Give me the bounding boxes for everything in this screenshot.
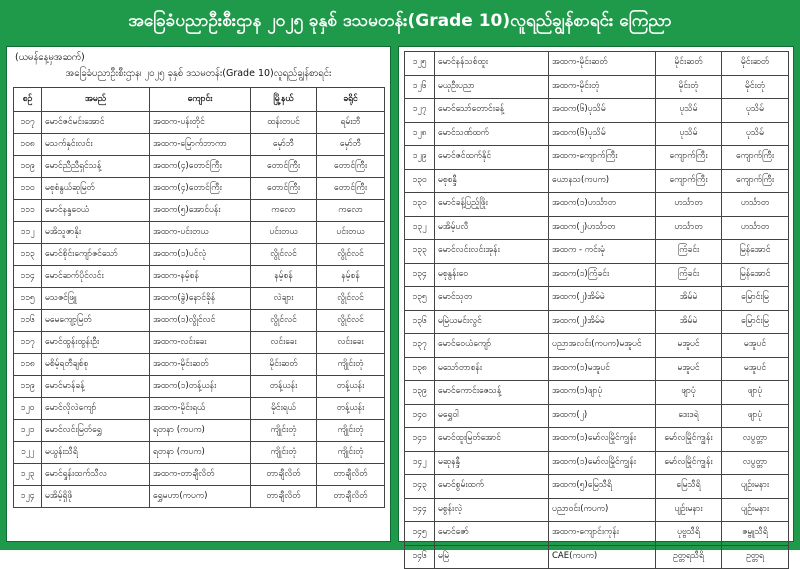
- row-number: ၁၄၆: [405, 545, 435, 569]
- student-name: မမြဲ: [435, 545, 549, 569]
- row-number: ၁၃၁: [405, 193, 435, 217]
- district-name: မြန်အောင်: [722, 240, 789, 264]
- header-no: စဉ်: [14, 88, 42, 112]
- district-name: လွိုင်လင်: [317, 288, 385, 310]
- township-name: ကြံခင်း: [656, 263, 722, 287]
- table-row: [405, 334, 789, 358]
- row-number: ၁၂၅: [405, 52, 435, 76]
- school-name: CAE(ကပက): [549, 545, 656, 569]
- township-name: ထန်းတပင်: [251, 112, 317, 134]
- table-row: [405, 451, 789, 475]
- district-name: ကျောက်ကြီး: [722, 169, 789, 193]
- township-name: နမ့်စန်: [251, 266, 317, 288]
- township-name: ဟင်္သာတ: [656, 216, 722, 240]
- district-name: ပုသိမ်: [722, 122, 789, 146]
- township-name: မိုင်းတုံ: [656, 75, 722, 99]
- school-name: အထက(၁)မအူပင်: [549, 357, 656, 381]
- table-row: [405, 169, 789, 193]
- row-number: ၁၄၃: [405, 475, 435, 499]
- student-name: မောင်သုတ: [435, 287, 549, 311]
- table-header-row: [14, 88, 385, 112]
- student-name: မအိမ့်ပလီ: [435, 216, 549, 240]
- township-name: ပင်းတယ: [251, 222, 317, 244]
- township-name: လွိုင်လင်: [251, 310, 317, 332]
- right-panel: [398, 46, 794, 561]
- row-number: ၁၁၂: [14, 222, 42, 244]
- school-name: အထက - ကင်းမုံ: [549, 240, 656, 264]
- row-number: ၁၂၆: [405, 75, 435, 99]
- row-number: ၁၀၈: [14, 134, 42, 156]
- row-number: ၁၃၇: [405, 334, 435, 358]
- district-name: ကျိုင်းတုံ: [317, 442, 385, 464]
- student-name: မစုနွန်းဝေ: [435, 263, 549, 287]
- district-name: လွိုင်လင်: [317, 244, 385, 266]
- header-name: အမည်: [42, 88, 150, 112]
- school-name: အထက(၂)အိမ်မဲ: [549, 287, 656, 311]
- district-name: ကျောက်ကြီး: [722, 146, 789, 170]
- school-name: အထက-ပန်းတိုင်: [150, 112, 251, 134]
- district-name: ကျိုင်းတုံ: [317, 420, 385, 442]
- row-number: ၁၀၇: [14, 112, 42, 134]
- table-row: [405, 498, 789, 522]
- student-name: မသော်တာစန်း: [435, 357, 549, 381]
- table-row: [405, 357, 789, 381]
- school-name: အထက-မိုင်းဆတ်: [549, 52, 656, 76]
- row-number: ၁၄၂: [405, 451, 435, 475]
- table-row: [14, 112, 385, 134]
- row-number: ၁၂၁: [14, 420, 42, 442]
- row-number: ၁၂၉: [405, 146, 435, 170]
- table-row: [405, 99, 789, 123]
- row-number: ၁၂၃: [14, 464, 42, 486]
- school-name: အထက(ခွဲ)နောင်ခိုန်: [150, 288, 251, 310]
- table-row: [405, 75, 789, 99]
- row-number: ၁၂၂: [14, 442, 42, 464]
- row-number: ၁၁၄: [14, 266, 42, 288]
- school-name: အထက-လင်းခေး: [150, 332, 251, 354]
- student-name: မောင်သော်တောင်းခန့်: [435, 99, 549, 123]
- row-number: ၁၃၈: [405, 357, 435, 381]
- school-name: အထက-တာချီလိတ်: [150, 464, 251, 486]
- student-name: မစိမ့်ရတီချစ်စု: [42, 354, 150, 376]
- township-name: တာချီလိတ်: [251, 464, 317, 486]
- township-name: ပုသိမ်: [656, 122, 722, 146]
- township-name: မအူပင်: [656, 357, 722, 381]
- district-name: မှော်ဘီ: [317, 134, 385, 156]
- row-number: ၁၃၉: [405, 381, 435, 405]
- student-name: မောင်ထွန်းထွန်းဦး: [42, 332, 150, 354]
- student-name: မအိသူဇာနိုး: [42, 222, 150, 244]
- township-name: ဟင်္သာတ: [656, 193, 722, 217]
- table-row: [14, 134, 385, 156]
- township-name: ကြံခင်း: [656, 240, 722, 264]
- student-name: မောင်လင်းမြတ်ရွှေ: [42, 420, 150, 442]
- row-number: ၁၂၈: [405, 122, 435, 146]
- school-name: အထက-မိုင်းရယ်: [150, 398, 251, 420]
- district-name: နမ့်စန်: [317, 266, 385, 288]
- student-name: မဆုနန္ဒီ: [435, 451, 549, 475]
- township-name: ပုသိမ်: [656, 99, 722, 123]
- table-row: [14, 442, 385, 464]
- student-name: မယွန်းသီရိ: [42, 442, 150, 464]
- table-row: [14, 486, 385, 508]
- school-name: အထက-ကျောက်ကြီး: [549, 146, 656, 170]
- row-number: ၁၁၅: [14, 288, 42, 310]
- student-name: မစွန်းလဲ့: [435, 498, 549, 522]
- district-name: တန့်ယန်း: [317, 376, 385, 398]
- district-name: လွိုင်လင်: [317, 310, 385, 332]
- school-name: အထက(၅)အောင်ပန်း: [150, 200, 251, 222]
- table-row: [405, 122, 789, 146]
- student-name: မောင်လိုလဲကျော်: [42, 398, 150, 420]
- row-number: ၁၂၄: [14, 486, 42, 508]
- student-name: မသက်နှင်းလင်း: [42, 134, 150, 156]
- right-table: [404, 51, 789, 569]
- district-name: တာချီလိတ်: [317, 464, 385, 486]
- table-row: [14, 310, 385, 332]
- district-name: ဟင်္သာတ: [722, 216, 789, 240]
- district-name: မြောင်းမြ: [722, 310, 789, 334]
- table-row: [405, 310, 789, 334]
- table-row: [405, 240, 789, 264]
- township-name: တန့်ယန်း: [251, 376, 317, 398]
- district-name: ဟင်္သာတ: [722, 193, 789, 217]
- table-row: [405, 216, 789, 240]
- township-name: မှော်ဘီ: [251, 134, 317, 156]
- district-name: ဥတ္တရ: [722, 545, 789, 569]
- district-name: တောင်ကြီး: [317, 178, 385, 200]
- student-name: မောင်ဇင်မင်းအောင်: [42, 112, 150, 134]
- student-name: မောင်မာန်ခန့်: [42, 376, 150, 398]
- table-row: [405, 193, 789, 217]
- student-name: မအိမ့်ရှိဖို: [42, 486, 150, 508]
- school-name: အထက(၂): [549, 404, 656, 428]
- district-name: လပွတ္တာ: [722, 428, 789, 452]
- township-name: ကျိုင်းတုံ: [251, 420, 317, 442]
- district-name: ပုသိမ်: [722, 99, 789, 123]
- header-school: ကျောင်း: [150, 88, 251, 112]
- township-name: ကျောက်ကြီး: [656, 169, 722, 193]
- table-row: [405, 428, 789, 452]
- school-name: အထက(၁)ဖျာပုံ: [549, 381, 656, 405]
- student-name: မောင်သဏ်ထက်: [435, 122, 549, 146]
- district-name: လင်းခေး: [317, 332, 385, 354]
- school-name: အထက(၆)ပုသိမ်: [549, 99, 656, 123]
- district-name: မအူပင်: [722, 334, 789, 358]
- school-name: အထက-ကျောင်းကုန်း: [549, 522, 656, 546]
- table-row: [405, 475, 789, 499]
- school-name: ရတနာ (ကပက): [150, 420, 251, 442]
- township-name: မိုင်းဆတ်: [656, 52, 722, 76]
- table-row: [14, 178, 385, 200]
- row-number: ၁၄၄: [405, 498, 435, 522]
- student-name: မောင်ရှုန်းထက်သီလ: [42, 464, 150, 486]
- table-row: [405, 381, 789, 405]
- table-row: [14, 266, 385, 288]
- table-row: [14, 464, 385, 486]
- district-name: တောင်ကြီး: [317, 156, 385, 178]
- row-number: ၁၄၀: [405, 404, 435, 428]
- row-number: ၁၃၂: [405, 216, 435, 240]
- row-number: ၁၁၇: [14, 332, 42, 354]
- school-name: အထက(၁)လွိုင်လင်: [150, 310, 251, 332]
- school-name: အထက(၆)ပုသိမ်: [549, 122, 656, 146]
- table-row: [14, 376, 385, 398]
- school-name: အထက(၁)မော်လမြိုင်ကျွန်း: [549, 451, 656, 475]
- student-name: မစုစံနွယ်ဆုမြတ်: [42, 178, 150, 200]
- student-name: မောင်ဇင်ထက်နိုင်: [435, 146, 549, 170]
- left-panel: [6, 46, 391, 542]
- district-name: ပျဉ်းမနား: [722, 475, 789, 499]
- district-name: ဇမ္ဗူသီရိ: [722, 522, 789, 546]
- township-name: အိမ်မဲ: [656, 287, 722, 311]
- student-name: မမေကျော့မြတ်: [42, 310, 150, 332]
- row-number: ၁၃၅: [405, 287, 435, 311]
- school-name: အထက(၂)ဟင်္သာတ: [549, 216, 656, 240]
- school-name: ပညာအလင်း(ကပက)မအူပင်: [549, 334, 656, 358]
- township-name: ကျောက်ကြီး: [656, 146, 722, 170]
- row-number: ၁၃၃: [405, 240, 435, 264]
- table-row: [14, 200, 385, 222]
- header-township: မြို့နယ်: [251, 88, 317, 112]
- table-row: [14, 420, 385, 442]
- school-name: အထက(၁)ဟင်္သာတ: [549, 193, 656, 217]
- row-number: ၁၁၆: [14, 310, 42, 332]
- school-name: အထက-ပင်းတယ: [150, 222, 251, 244]
- district-name: မြောင်းမြ: [722, 287, 789, 311]
- township-name: လွိုင်လင်: [251, 244, 317, 266]
- district-name: တာချီလိတ်: [317, 486, 385, 508]
- row-number: ၁၃၀: [405, 169, 435, 193]
- page-title: အခြေခံပညာဦးစီးဌာန ၂၀၂၅ ခုနှစ် ဒသမတန်း(Grade 10)လူရည်ချွန်စာရင်း ကြေညာ: [128, 10, 672, 31]
- student-name: မစုစန္ဒီ: [435, 169, 549, 193]
- township-name: ပျဉ်းမနား: [656, 498, 722, 522]
- student-name: မောင်ညီညီရှင်သန့်: [42, 156, 150, 178]
- school-name: အထက-မြောက်ဘာကာ: [150, 134, 251, 156]
- row-number: ၁၂၀: [14, 398, 42, 420]
- township-name: မိုင်းဆတ်: [251, 354, 317, 376]
- township-name: တောင်ကြီး: [251, 178, 317, 200]
- table-row: [14, 332, 385, 354]
- table-row: [405, 52, 789, 76]
- district-name: ရမ်းဘီ: [317, 112, 385, 134]
- district-name: မြန်အောင်: [722, 263, 789, 287]
- student-name: မောင်ထူးမြတ်အောင်: [435, 428, 549, 452]
- student-name: မောင်လင်းလင်းအုန်း: [435, 240, 549, 264]
- school-name: ပညာဝင်း(ကပက): [549, 498, 656, 522]
- township-name: ကလော: [251, 200, 317, 222]
- school-name: ယောနသ(ကပက): [549, 169, 656, 193]
- township-name: မြေသီရိ: [656, 475, 722, 499]
- student-name: မောင်ဆက်ပိုင်လင်း: [42, 266, 150, 288]
- school-name: အထက(၁)ကြံခင်း: [549, 263, 656, 287]
- district-name: ဖျာပုံ: [722, 381, 789, 405]
- township-name: လဲချား: [251, 288, 317, 310]
- township-name: တောင်ကြီး: [251, 156, 317, 178]
- table-row: [14, 288, 385, 310]
- district-name: မိုင်းဆတ်: [722, 52, 789, 76]
- header-district: ခရိုင်: [317, 88, 385, 112]
- school-name: အထက-နမ့်စန်: [150, 266, 251, 288]
- student-name: မောင်နန်သစ်ထူး: [435, 52, 549, 76]
- row-number: ၁၁၃: [14, 244, 42, 266]
- row-number: ၁၄၅: [405, 522, 435, 546]
- school-name: အထက(၄)တောင်ကြီး: [150, 156, 251, 178]
- table-row: [405, 404, 789, 428]
- student-name: မောင်ခန့်ပြည့်ဖြိုး: [435, 193, 549, 217]
- student-name: မသဇင်ဖြူ: [42, 288, 150, 310]
- student-name: မရွှေဝါ: [435, 404, 549, 428]
- table-row: [405, 287, 789, 311]
- student-name: မမြဲယမင်းလွင်: [435, 310, 549, 334]
- school-name: အထက(၁)တန့်ယန်း: [150, 376, 251, 398]
- township-name: ပုဗ္ဗသီရိ: [656, 522, 722, 546]
- student-name: မောင်စွမ်းထက်: [435, 475, 549, 499]
- row-number: ၁၁၉: [14, 376, 42, 398]
- table-row: [14, 244, 385, 266]
- continued-note: (ယမန်နေ့မှအဆက်): [15, 52, 85, 63]
- table-row: [14, 398, 385, 420]
- school-name: ရွှေမဟာ(ကပက): [150, 486, 251, 508]
- school-name: အထက(၂)အိမ်မဲ: [549, 310, 656, 334]
- row-number: ၁၄၁: [405, 428, 435, 452]
- district-name: ဖျာပုံ: [722, 404, 789, 428]
- student-name: မောင်ဇော်: [435, 522, 549, 546]
- township-name: ဥတ္တရသီရိ: [656, 545, 722, 569]
- township-name: ကျိုင်းတုံ: [251, 442, 317, 464]
- row-number: ၁၂၇: [405, 99, 435, 123]
- school-name: အထက(၄)တောင်ကြီး: [150, 178, 251, 200]
- township-name: လင်းခေး: [251, 332, 317, 354]
- township-name: မအူပင်: [656, 334, 722, 358]
- table-row: [405, 146, 789, 170]
- district-name: ကလော: [317, 200, 385, 222]
- district-name: လပွတ္တာ: [722, 451, 789, 475]
- district-name: ပင်းတယ: [317, 222, 385, 244]
- table-row: [405, 263, 789, 287]
- township-name: မိုင်းရယ်: [251, 398, 317, 420]
- township-name: ဖျာပုံ: [656, 381, 722, 405]
- school-name: အထက(၁)မော်လမြိုင်ကျွန်း: [549, 428, 656, 452]
- row-number: ၁၃၄: [405, 263, 435, 287]
- row-number: ၁၃၆: [405, 310, 435, 334]
- township-name: အိမ်မဲ: [656, 310, 722, 334]
- student-name: မောင်စိုင်းကျော်ဇင်သော်: [42, 244, 150, 266]
- township-name: မော်လမြိုင်ကျွန်း: [656, 428, 722, 452]
- district-name: ကျိုင်းတုံ: [317, 354, 385, 376]
- row-number: ၁၀၉: [14, 156, 42, 178]
- school-name: အထက(၅)မြေသီရိ: [549, 475, 656, 499]
- township-name: ဒေးဒရဲ: [656, 404, 722, 428]
- district-name: တန့်ယန်း: [317, 398, 385, 420]
- left-table: [13, 87, 385, 508]
- row-number: ၁၁၀: [14, 178, 42, 200]
- district-name: မအူပင်: [722, 357, 789, 381]
- table-row: [14, 354, 385, 376]
- student-name: မောင်နန္ဒဝေယံ: [42, 200, 150, 222]
- township-name: တာချီလိတ်: [251, 486, 317, 508]
- district-name: ပျဉ်းမနား: [722, 498, 789, 522]
- list-subtitle: အခြေခံပညာဦးစီးဌာန၊ ၂၀၂၅ ခုနှစ် ဒသမတန်း(Grade 10)လူရည်ချွန်စာရင်း: [65, 68, 332, 79]
- school-name: အထက-မိုင်းတုံ: [549, 75, 656, 99]
- school-name: အထက(၁)ပင်လုံ: [150, 244, 251, 266]
- student-name: မယုဦးပညာ: [435, 75, 549, 99]
- table-row: [14, 156, 385, 178]
- row-number: ၁၁၈: [14, 354, 42, 376]
- table-row: [405, 545, 789, 569]
- school-name: အထက-မိုင်းဆတ်: [150, 354, 251, 376]
- table-row: [405, 522, 789, 546]
- school-name: ရတနာ (ကပက): [150, 442, 251, 464]
- student-name: မောင်ဝေယံကျော်: [435, 334, 549, 358]
- table-row: [14, 222, 385, 244]
- row-number: ၁၁၁: [14, 200, 42, 222]
- student-name: မောင်ကောင်းဇေသန့်: [435, 381, 549, 405]
- district-name: မိုင်းတုံ: [722, 75, 789, 99]
- township-name: မော်လမြိုင်ကျွန်း: [656, 451, 722, 475]
